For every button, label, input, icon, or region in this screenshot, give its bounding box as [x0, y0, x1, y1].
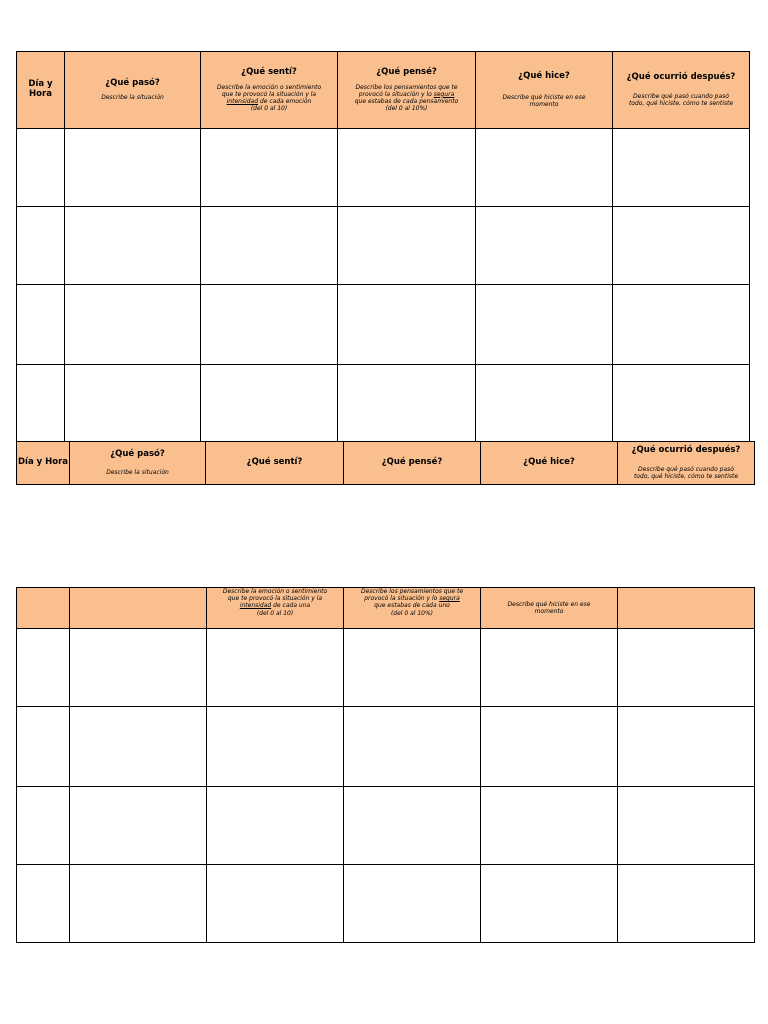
table-row	[17, 707, 755, 787]
que-hice-title: ¿Qué hice?	[518, 70, 570, 81]
que-hice-desc-1: Describe qué hiciste en ese	[502, 93, 586, 101]
repeat-que-ocurrio-title: ¿Qué ocurrió después?	[631, 444, 741, 455]
cell-que-paso[interactable]	[65, 129, 201, 207]
page2-segura-underline: segura	[439, 595, 460, 603]
cell-que-ocurrio[interactable]	[613, 365, 750, 442]
que-ocurrio-desc-1: Describe qué pasó cuando pasó	[633, 92, 729, 100]
repeat-dia-hora-label: Día y Hora	[17, 457, 69, 468]
repeat-que-hice-title: ¿Qué hice?	[523, 457, 575, 468]
repeat-header-que-paso	[70, 442, 206, 485]
table-row	[17, 207, 750, 285]
diary-table-2	[16, 587, 755, 943]
que-pense-desc-4: (del 0 al 10%)	[385, 105, 428, 113]
page2-header-row	[17, 588, 755, 629]
table-row	[17, 365, 750, 442]
header-que-paso	[65, 52, 201, 129]
cell-que-ocurrio[interactable]	[618, 865, 755, 943]
cell-que-pense[interactable]	[338, 207, 476, 285]
cell-que-hice[interactable]	[476, 365, 613, 442]
cell-que-paso[interactable]	[70, 629, 207, 707]
cell-dia-hora[interactable]	[17, 787, 70, 865]
cell-que-ocurrio[interactable]	[618, 707, 755, 787]
que-senti-desc-3-rest: de cada emoción	[258, 97, 312, 105]
que-ocurrio-title: ¿Qué ocurrió después?	[626, 71, 736, 82]
cell-que-pense[interactable]	[338, 129, 476, 207]
header-que-senti	[201, 52, 338, 129]
cell-que-hice[interactable]	[481, 787, 618, 865]
page2-header-que-hice	[481, 588, 618, 629]
cell-dia-hora[interactable]	[17, 365, 65, 442]
repeat-header-que-hice	[481, 442, 618, 485]
cell-que-ocurrio[interactable]	[613, 129, 750, 207]
table-row	[17, 129, 750, 207]
segura-underline: segura	[433, 90, 455, 98]
page2-que-senti-desc-2: que te provocó la situación y la	[227, 595, 323, 603]
repeat-que-paso-title: ¿Qué pasó?	[110, 448, 165, 459]
repeat-header-que-pense	[344, 442, 481, 485]
cell-que-ocurrio[interactable]	[613, 207, 750, 285]
que-senti-desc-4: (del 0 al 10)	[250, 105, 288, 113]
cell-dia-hora[interactable]	[17, 707, 70, 787]
repeat-header-table	[16, 441, 755, 485]
cell-que-paso[interactable]	[65, 365, 201, 442]
cell-que-hice[interactable]	[481, 629, 618, 707]
intensidad-underline: intensidad	[226, 97, 259, 105]
que-senti-desc-1: Describe la emoción o sentimiento	[216, 83, 322, 91]
cell-dia-hora[interactable]	[17, 285, 65, 365]
page2-header-dia-hora	[17, 588, 70, 629]
cell-que-pense[interactable]	[344, 707, 481, 787]
cell-que-pense[interactable]	[344, 787, 481, 865]
que-paso-desc: Describe la situación	[101, 94, 164, 102]
cell-que-senti[interactable]	[201, 365, 338, 442]
cell-que-pense[interactable]	[344, 629, 481, 707]
page2-que-pense-desc-1: Describe los pensamientos que te	[360, 588, 464, 595]
page2-header-que-paso	[70, 588, 207, 629]
diary-table-1	[16, 51, 750, 442]
que-paso-title: ¿Qué pasó?	[105, 77, 160, 88]
cell-que-senti[interactable]	[207, 707, 344, 787]
cell-que-hice[interactable]	[481, 865, 618, 943]
page2-que-senti-desc-1: Describe la emoción o sentimiento	[222, 588, 328, 595]
cell-que-pense[interactable]	[338, 285, 476, 365]
page2-que-hice-desc-1: Describe qué hiciste en ese	[507, 600, 591, 608]
header-dia-hora	[17, 52, 65, 129]
cell-que-senti[interactable]	[207, 787, 344, 865]
cell-que-hice[interactable]	[481, 707, 618, 787]
cell-que-pense[interactable]	[344, 865, 481, 943]
table-row	[17, 285, 750, 365]
cell-dia-hora[interactable]	[17, 129, 65, 207]
header-que-hice	[476, 52, 613, 129]
header-que-pense	[338, 52, 476, 129]
page2-que-senti-desc-4: (del 0 al 10)	[256, 609, 294, 617]
cell-que-paso[interactable]	[65, 285, 201, 365]
que-hice-desc-2: momento	[529, 100, 559, 108]
repeat-que-ocurrio-desc-2: todo, qué hiciste, cómo te sentiste	[633, 472, 739, 480]
page2-header-que-pense	[344, 588, 481, 629]
cell-que-paso[interactable]	[70, 865, 207, 943]
cell-que-senti[interactable]	[201, 285, 338, 365]
cell-dia-hora[interactable]	[17, 865, 70, 943]
header-row	[17, 52, 750, 129]
page2-que-hice-desc-2: momento	[534, 608, 564, 615]
page2-que-pense-desc-2-pre: provocó la situación y lo	[364, 595, 440, 603]
que-senti-desc-3	[201, 98, 337, 105]
repeat-header-que-ocurrio	[618, 442, 755, 485]
cell-dia-hora[interactable]	[17, 629, 70, 707]
page2-que-pense-desc-4: (del 0 al 10%)	[390, 609, 434, 617]
page2-intensidad-underline: intensidad	[239, 602, 272, 610]
repeat-que-pense-title: ¿Qué pensé?	[381, 457, 443, 468]
que-senti-title: ¿Qué sentí?	[241, 66, 297, 77]
table-row	[17, 787, 755, 865]
que-senti-desc-2: que te provocó la situación y la	[221, 90, 317, 98]
dia-hora-label: Día y Hora	[28, 79, 53, 99]
que-pense-desc-2	[338, 91, 475, 98]
cell-que-paso[interactable]	[70, 787, 207, 865]
repeat-que-ocurrio-desc-1: Describe qué pasó cuando pasó	[638, 465, 734, 473]
que-ocurrio-desc-2: todo, qué hiciste, cómo te sentiste	[628, 99, 734, 107]
page2-header-que-senti	[207, 588, 344, 629]
repeat-que-senti-title: ¿Qué sentí?	[246, 457, 303, 468]
cell-que-senti[interactable]	[207, 629, 344, 707]
cell-dia-hora[interactable]	[17, 207, 65, 285]
cell-que-hice[interactable]	[476, 207, 613, 285]
cell-que-senti[interactable]	[201, 207, 338, 285]
page2-header-que-ocurrio	[618, 588, 755, 629]
table-row	[17, 865, 755, 943]
repeat-header-row	[17, 442, 755, 485]
table-row	[17, 629, 755, 707]
que-pense-title: ¿Qué pensé?	[376, 66, 437, 77]
cell-que-hice[interactable]	[476, 129, 613, 207]
header-que-ocurrio	[613, 52, 750, 129]
page2-que-senti-desc-3	[207, 602, 343, 609]
cell-que-paso[interactable]	[70, 707, 207, 787]
que-pense-desc-3: que estabas de cada pensamiento	[354, 97, 459, 105]
que-pense-desc-2-pre: provocó la situación y lo	[358, 90, 434, 98]
cell-que-hice[interactable]	[476, 285, 613, 365]
cell-que-senti[interactable]	[207, 865, 344, 943]
cell-que-ocurrio[interactable]	[613, 285, 750, 365]
repeat-que-paso-desc: Describe la situación	[106, 469, 169, 477]
cell-que-pense[interactable]	[338, 365, 476, 442]
repeat-header-dia-hora	[17, 442, 70, 485]
page2-que-pense-desc-3: que estabas de cada uno	[374, 602, 450, 610]
cell-que-ocurrio[interactable]	[618, 787, 755, 865]
cell-que-ocurrio[interactable]	[618, 629, 755, 707]
page2-que-pense-desc-2	[344, 595, 480, 602]
cell-que-senti[interactable]	[201, 129, 338, 207]
page2-que-senti-desc-3-rest: de cada una	[271, 602, 311, 610]
que-pense-desc-1: Describe los pensamientos que te	[355, 83, 458, 91]
cell-que-paso[interactable]	[65, 207, 201, 285]
repeat-header-que-senti	[206, 442, 344, 485]
